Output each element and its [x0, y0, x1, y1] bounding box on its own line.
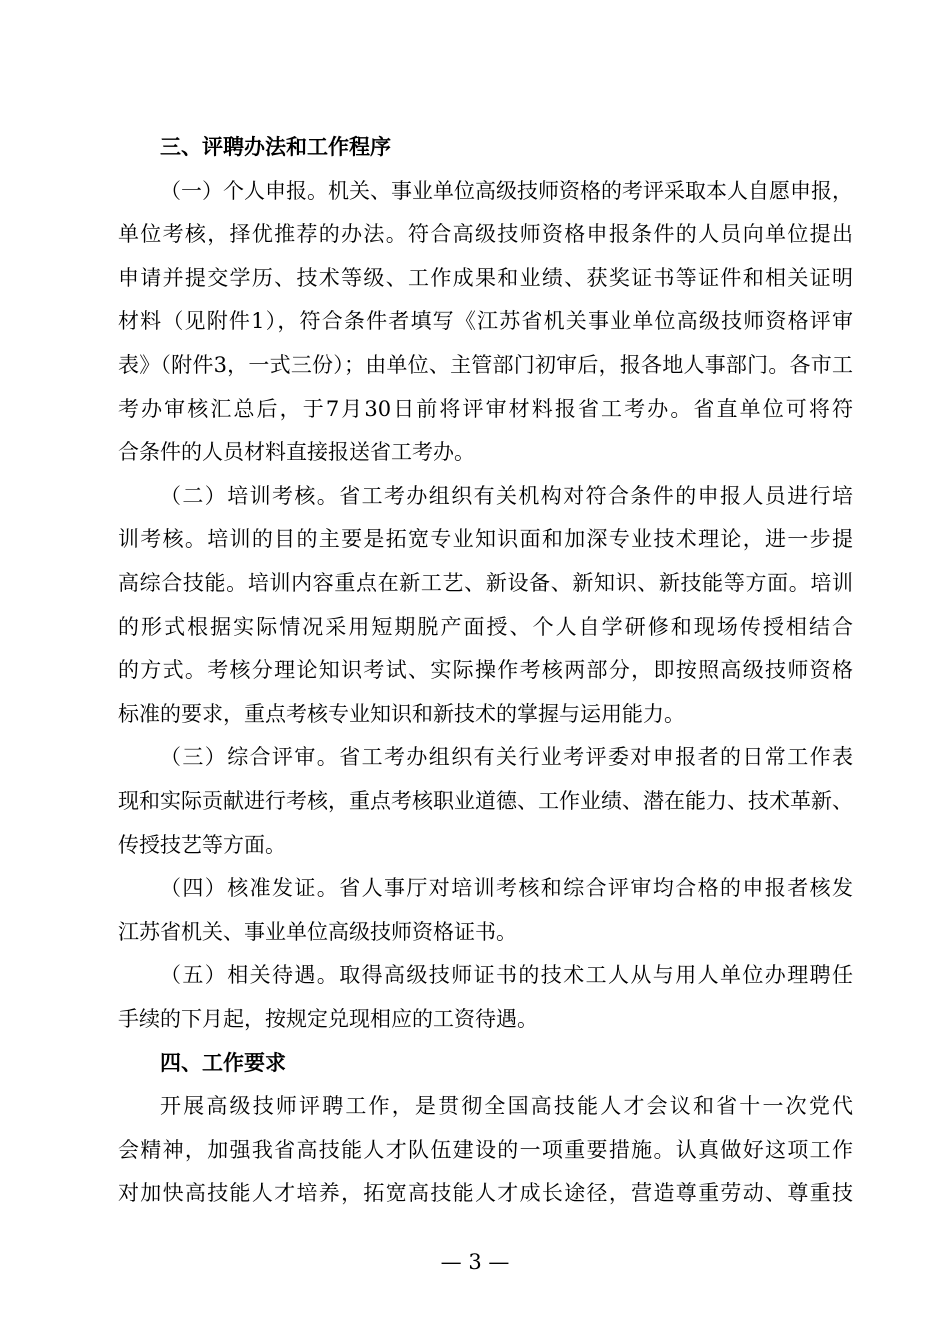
text-line: 的形式根据实际情况采用短期脱产面授、个人自学研修和现场传授相结合 — [118, 614, 853, 639]
text-line: 手续的下月起，按规定兑现相应的工资待遇。 — [118, 1007, 538, 1031]
text-line: （二）培训考核。省工考办组织有关机构对符合条件的申报人员进行培 — [160, 483, 853, 508]
text-line: （一）个人申报。机关、事业单位高级技师资格的考评采取本人自愿申报， — [160, 178, 853, 203]
text-line: 对加快高技能人才培养，拓宽高技能人才成长途径，营造尊重劳动、尊重技 — [118, 1181, 853, 1206]
text-line: 的方式。考核分理论知识考试、实际操作考核两部分，即按照高级技师资格 — [118, 658, 853, 683]
text-line: 单位考核，择优推荐的办法。符合高级技师资格申报条件的人员向单位提出 — [118, 222, 853, 247]
text-line: 训考核。培训的目的主要是拓宽专业知识面和加深专业技术理论，进一步提 — [118, 527, 853, 552]
text-line: 会精神，加强我省高技能人才队伍建设的一项重要措施。认真做好这项工作 — [118, 1137, 853, 1162]
text-line: 合条件的人员材料直接报送省工考办。 — [118, 440, 475, 465]
text-line: 表》（附件3，一式三份）；由单位、主管部门初审后，报各地人事部门。各市工 — [118, 353, 853, 377]
text-line: 标准的要求，重点考核专业知识和新技术的掌握与运用能力。 — [118, 701, 685, 726]
text-line: （四）核准发证。省人事厅对培训考核和综合评审均合格的申报者核发 — [160, 876, 853, 901]
section-heading: 四、工作要求 — [160, 1049, 286, 1075]
text-line: 材料（见附件1），符合条件者填写《江苏省机关事业单位高级技师资格评审 — [118, 309, 853, 334]
section-heading: 三、评聘办法和工作程序 — [160, 134, 391, 159]
text-line: （三）综合评审。省工考办组织有关行业考评委对申报者的日常工作表 — [160, 745, 853, 770]
text-line: 江苏省机关、事业单位高级技师资格证书。 — [118, 919, 517, 944]
page-number: — 3 — — [440, 1250, 510, 1274]
text-line: 现和实际贡献进行考核，重点考核职业道德、工作业绩、潜在能力、技术革新、 — [118, 789, 853, 813]
text-line: 开展高级技师评聘工作，是贯彻全国高技能人才会议和省十一次党代 — [160, 1094, 853, 1119]
text-line: 传授技艺等方面。 — [118, 832, 286, 857]
text-line: （五）相关待遇。取得高级技师证书的技术工人从与用人单位办理聘任 — [160, 963, 853, 988]
text-line: 考办审核汇总后，于7月30日前将评审材料报省工考办。省直单位可将符 — [118, 396, 853, 421]
text-line: 高综合技能。培训内容重点在新工艺、新设备、新知识、新技能等方面。培训 — [118, 571, 853, 595]
text-line: 申请并提交学历、技术等级、工作成果和业绩、获奖证书等证件和相关证明 — [118, 265, 853, 290]
